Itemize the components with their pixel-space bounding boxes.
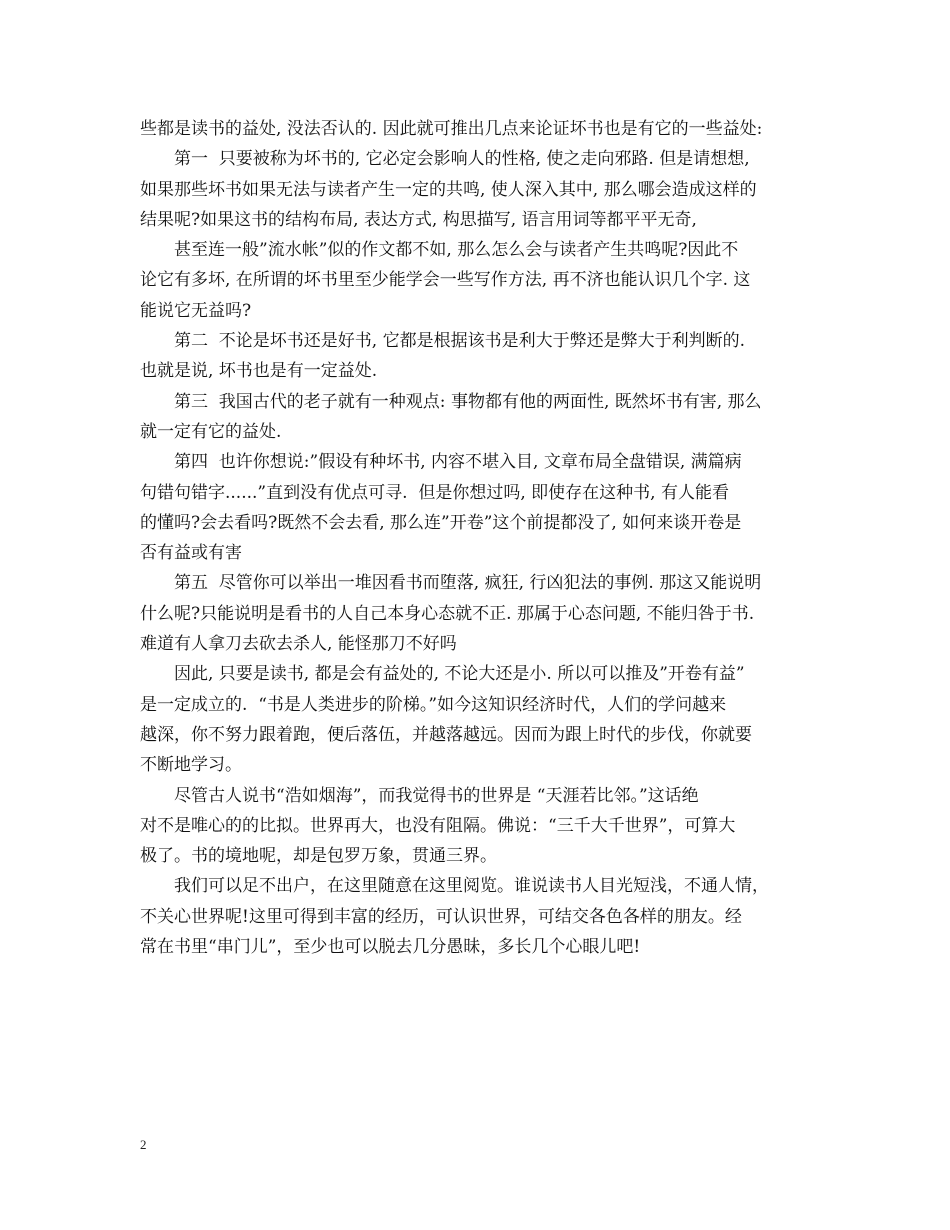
text-line: 第一 只要被称为坏书的, 它必定会影响人的性格, 使之走向邪路. 但是请想想,	[174, 149, 750, 170]
text-line: 甚至连一般”流水帐”似的作文都不如, 那么怎么会与读者产生共鸣呢?因此不	[174, 240, 739, 261]
paragraph	[140, 781, 820, 872]
text-line: 结果呢?如果这书的结构布局, 表达方式, 构思描写, 语言用词等都平平无奇,	[140, 209, 697, 230]
text-line: 尽管古人说书“浩如烟海”，而我觉得书的世界是 “天涯若比邻。”这话绝	[174, 785, 699, 806]
text-line: 论它有多坏, 在所谓的坏书里至少能学会一些写作方法, 再不济也能认识几个字. 这	[140, 270, 751, 291]
text-line: 对不是唯心的的比拟。世界再大，也没有阻隔。佛说：“三千大千世界”，可算大	[140, 815, 736, 836]
text-line: 第四 也许你想说:”假设有种坏书, 内容不堪入目, 文章布局全盘错误, 满篇病	[174, 452, 742, 473]
paragraph	[140, 447, 820, 568]
paragraph	[140, 235, 820, 326]
text-line: 否有益或有害	[140, 543, 242, 564]
text-line: 不关心世界呢!这里可得到丰富的经历，可认识世界，可结交各色各样的朋友。经	[140, 906, 742, 927]
text-line: 难道有人拿刀去砍去杀人, 能怪那刀不好吗	[140, 634, 457, 655]
paragraph	[140, 659, 820, 780]
text-line: 的懂吗?会去看吗?既然不会去看, 那么连”开卷”这个前提都没了, 如何来谈开卷是	[140, 512, 742, 533]
text-line: 如果那些坏书如果无法与读者产生一定的共鸣, 使人深入其中, 那么哪会造成这样的	[140, 179, 757, 200]
paragraph	[140, 568, 820, 659]
text-line: 第五 尽管你可以举出一堆因看书而堕落, 疯狂, 行凶犯法的事例. 那这又能说明	[174, 573, 762, 594]
text-line: 极了。书的境地呢，却是包罗万象，贯通三界。	[140, 846, 497, 867]
paragraph	[140, 871, 820, 962]
text-line: 越深，你不努力跟着跑，便后落伍，并越落越远。因而为跟上时代的步伐，你就要	[140, 724, 752, 745]
text-line: 第二 不论是坏书还是好书, 它都是根据该书是利大于弊还是弊大于利判断的.	[174, 331, 746, 352]
text-line: 因此, 只要是读书, 都是会有益处的, 不论大还是小. 所以可以推及”开卷有益”	[174, 664, 745, 685]
text-line: 句错句错字......”直到没有优点可寻. 但是你想过吗, 即使存在这种书, 有人能看	[140, 482, 729, 503]
text-line: 些都是读书的益处, 没法否认的. 因此就可推出几点来论证坏书也是有它的一些益处:	[140, 119, 763, 139]
paragraph	[140, 144, 820, 235]
text-line: 也就是说, 坏书也是有一定益处.	[140, 361, 378, 382]
paragraph	[140, 326, 820, 387]
text-line: 我们可以足不出户，在这里随意在这里阅览。谁说读书人目光短浅，不通人情，	[174, 876, 769, 897]
text-line: 常在书里“串门儿”，至少也可以脱去几分愚昧，多长几个心眼儿吧!	[140, 937, 641, 958]
text-line: 不断地学习。	[140, 755, 242, 776]
paragraph	[140, 387, 820, 448]
text-line: 第三 我国古代的老子就有一种观点: 事物都有他的两面性, 既然坏书有害, 那么	[174, 391, 762, 412]
document-body	[140, 114, 820, 962]
text-line: 就一定有它的益处.	[140, 421, 282, 442]
text-line: 是一定成立的. “书是人类进步的阶梯。”如今这知识经济时代，人们的学问越来	[140, 694, 727, 715]
text-line: 能说它无益吗?	[140, 300, 252, 321]
text-line: 什么呢?只能说明是看书的人自己本身心态就不正. 那属于心态问题, 不能归咎于书.	[140, 603, 755, 624]
paragraph	[140, 114, 820, 144]
page-number: 2	[140, 1137, 147, 1152]
